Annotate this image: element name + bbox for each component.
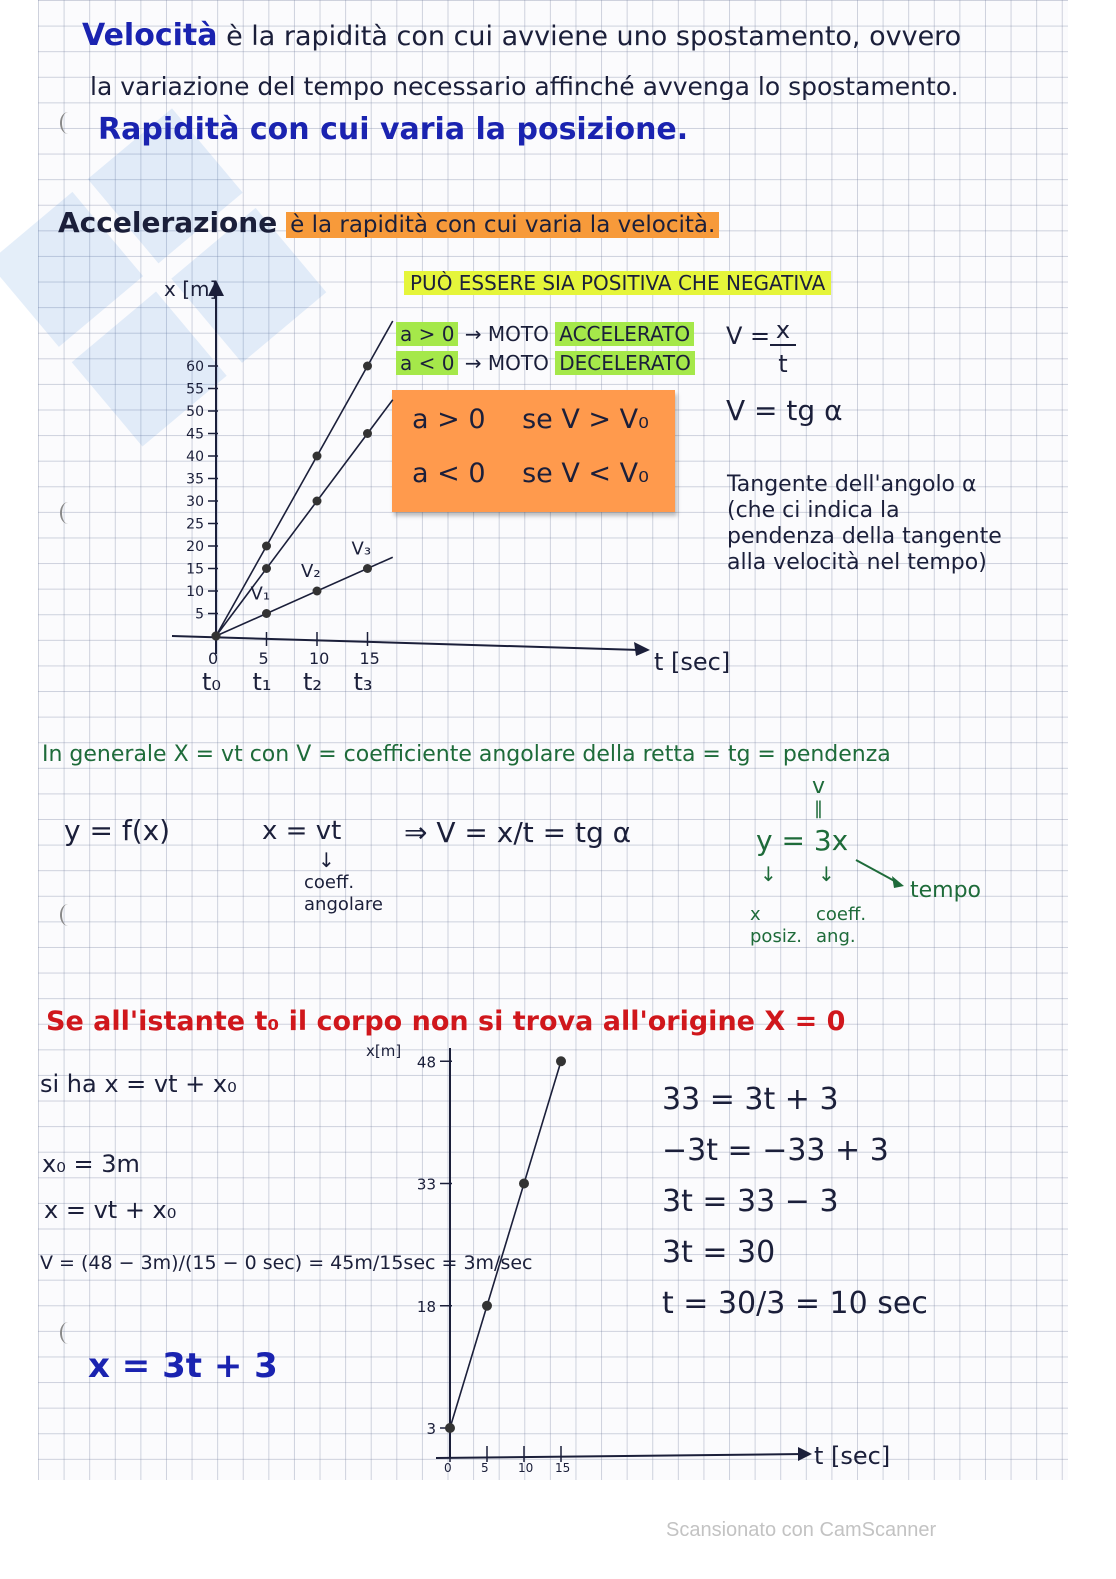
motion-decelerated: DECELERATO xyxy=(555,351,695,375)
case-positive: a > 0 xyxy=(396,322,458,346)
example-v: v xyxy=(812,774,826,799)
solve-step: t = 30/3 = 10 sec xyxy=(662,1286,928,1321)
y-tick-label: 50 xyxy=(186,404,204,420)
y-tick-label: 48 xyxy=(416,1053,436,1072)
y-tick-label: 18 xyxy=(416,1297,436,1316)
velocity-point-label: V₃ xyxy=(351,538,372,560)
origin-x0: x₀ = 3m xyxy=(42,1150,140,1178)
origin-si-ha: si ha x = vt + x₀ xyxy=(40,1070,237,1098)
solve-step: 33 = 3t + 3 xyxy=(662,1082,839,1117)
solve-step: 3t = 33 − 3 xyxy=(662,1184,839,1219)
velocity-title: Velocità xyxy=(82,18,218,53)
y-tick-label: 3 xyxy=(426,1420,436,1438)
example-equation: y = 3x xyxy=(756,824,849,857)
origin-v-calc: V = (48 − 3m)/(15 − 0 sec) = 45m/15sec = 3m/sec xyxy=(40,1252,533,1274)
x-axis xyxy=(436,1454,804,1458)
x-tick-label: 0 xyxy=(208,649,219,668)
example-tempo: tempo xyxy=(910,878,982,903)
arrow-positive: → MOTO xyxy=(464,322,549,346)
x-tick-label: 15 xyxy=(555,1461,571,1475)
x-tick-label: 10 xyxy=(518,1461,534,1475)
solve-step: −3t = −33 + 3 xyxy=(662,1133,889,1168)
x-tick-label: 5 xyxy=(258,649,269,668)
tangent-formula: V = tg α xyxy=(726,394,843,427)
formula-denominator: t xyxy=(778,350,788,378)
velocity-point-label: V₁ xyxy=(250,583,271,605)
general-intro: In generale X = vt con V = coefficiente angolare della retta = tg = pendenza xyxy=(42,742,891,767)
y-tick-label: 55 xyxy=(186,381,204,398)
formula-numerator: x xyxy=(770,316,796,346)
origin-final-equation: x = 3t + 3 xyxy=(88,1346,278,1386)
velocity-line-2: la variazione del tempo necessario affinché avvenga lo spostamento. xyxy=(90,72,959,101)
y-tick-label: 20 xyxy=(186,539,204,555)
example-eq-arrow: ‖ xyxy=(814,798,823,819)
x-tick-label: 0 xyxy=(444,1461,452,1475)
y-tick-label: 30 xyxy=(186,494,204,510)
sticky-case-pos: a > 0 xyxy=(412,404,486,435)
example-x-line: x xyxy=(750,904,761,925)
origin-x-eq: x = vt + x₀ xyxy=(44,1196,177,1224)
solve-step: 3t = 30 xyxy=(662,1235,776,1270)
coeff-note-line: angolare xyxy=(304,894,383,915)
example-x-line: posiz. xyxy=(750,926,802,947)
sticky-cond-pos: se V > V₀ xyxy=(522,404,649,435)
tangent-note-line: pendenza della tangente xyxy=(727,524,1002,549)
y-tick-label: 60 xyxy=(186,359,204,375)
motion-accelerated: ACCELERATO xyxy=(555,322,694,346)
x-tick-label: 10 xyxy=(309,649,330,668)
y-tick-label: 40 xyxy=(186,449,204,465)
example-coeff-line: ang. xyxy=(816,926,856,947)
y-axis-label: x [m] xyxy=(164,277,218,301)
y-tick-label: 15 xyxy=(186,561,204,578)
x-tick-label: 15 xyxy=(359,649,380,668)
example-arrow-x: ↓ xyxy=(760,862,777,886)
y-axis-label: x[m] xyxy=(366,1042,402,1060)
general-xvt: x = vt xyxy=(262,816,342,846)
acceleration-title: Accelerazione xyxy=(58,206,278,239)
sticky-cond-neg: se V < V₀ xyxy=(522,458,649,489)
arrow-negative: → MOTO xyxy=(464,351,549,375)
x-axis-label: t [sec] xyxy=(814,1442,891,1470)
time-label: t₀ xyxy=(202,668,222,696)
data-point xyxy=(519,1179,529,1189)
sticky-case-neg: a < 0 xyxy=(412,458,486,489)
x-axis-label: t [sec] xyxy=(654,648,731,676)
y-tick-label: 45 xyxy=(186,426,204,443)
y-tick-label: 5 xyxy=(195,606,204,623)
acceleration-sign-note: PUÒ ESSERE SIA POSITIVA CHE NEGATIVA xyxy=(404,271,831,295)
y-tick-label: 35 xyxy=(186,471,204,488)
footer-watermark: Scansionato con CamScanner xyxy=(666,1519,937,1541)
velocity-bold-line: Rapidità con cui varia la posizione. xyxy=(98,112,689,147)
coeff-note-line: coeff. xyxy=(304,872,355,893)
origin-heading: Se all'istante t₀ il corpo non si trova all'origine X = 0 xyxy=(46,1006,846,1037)
case-negative: a < 0 xyxy=(396,351,458,375)
velocity-point-label: V₂ xyxy=(301,561,321,582)
y-tick-label: 25 xyxy=(186,516,204,533)
time-label: t₁ xyxy=(252,668,272,696)
data-point xyxy=(556,1056,566,1066)
tangent-note-line: Tangente dell'angolo α xyxy=(727,472,977,497)
velocity-line-1: è la rapidità con cui avviene uno spostamento, ovvero xyxy=(226,21,962,52)
data-point xyxy=(445,1423,455,1433)
acceleration-definition: è la rapidità con cui varia la velocità. xyxy=(286,212,719,238)
example-arrow-c: ↓ xyxy=(818,862,835,886)
x-axis-arrowhead xyxy=(798,1447,812,1461)
series-line xyxy=(450,1061,561,1428)
time-label: t₂ xyxy=(303,668,323,696)
general-implies: ⇒ V = x/t = tg α xyxy=(404,816,632,849)
down-arrow: ↓ xyxy=(318,848,335,872)
y-tick-label: 10 xyxy=(186,584,204,600)
time-label: t₃ xyxy=(353,668,373,696)
general-yfx: y = f(x) xyxy=(64,814,171,847)
tangent-note-line: alla velocità nel tempo) xyxy=(727,550,987,575)
y-tick-label: 33 xyxy=(416,1175,436,1194)
formula-v-label: V = xyxy=(726,322,771,350)
data-point xyxy=(482,1301,492,1311)
example-coeff-line: coeff. xyxy=(816,904,867,925)
x-tick-label: 5 xyxy=(481,1461,489,1475)
tangent-note-line: (che ci indica la xyxy=(727,498,900,523)
